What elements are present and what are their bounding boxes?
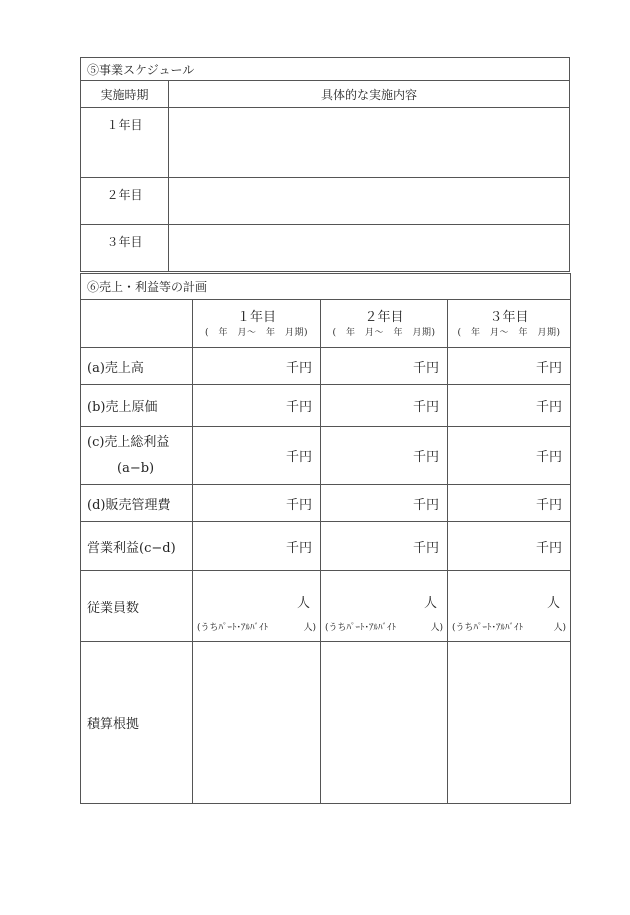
col-period-header: 実施時期 (81, 81, 169, 108)
row-label-basis: 積算根拠 (81, 642, 193, 804)
employees-y3[interactable]: 人 (448, 571, 571, 612)
basis-y2[interactable] (321, 642, 448, 804)
part-time-y2[interactable] (321, 611, 448, 642)
gross-y3[interactable]: 千円 (448, 427, 571, 485)
row-label-sales: (a)売上高 (81, 348, 193, 385)
schedule-period-2: ２年目 (81, 178, 169, 225)
plan-corner-cell (81, 300, 193, 348)
gross-y1[interactable]: 千円 (193, 427, 321, 485)
schedule-content-1[interactable] (169, 108, 570, 178)
schedule-table (80, 57, 570, 272)
sales-y3[interactable]: 千円 (448, 348, 571, 385)
sga-y3[interactable]: 千円 (448, 485, 571, 522)
cost-y1[interactable]: 千円 (193, 385, 321, 427)
gross-y2[interactable]: 千円 (321, 427, 448, 485)
plan-table (80, 273, 571, 804)
year-1-period: ( 年 月～ 年 月期) (193, 325, 321, 348)
col-content-header: 具体的な実施内容 (169, 81, 570, 108)
year-3-period: ( 年 月～ 年 月期) (448, 325, 571, 348)
part-time-prefix: (うちﾊﾟｰﾄ･ｱﾙﾊﾞｲﾄ (197, 622, 269, 633)
sales-y1[interactable]: 千円 (193, 348, 321, 385)
part-time-y1[interactable] (193, 611, 321, 642)
row-label-operating-profit: 営業利益(c−d) (81, 522, 193, 571)
part-time-y3[interactable] (448, 611, 571, 642)
plan-title: ⑥売上・利益等の計画 (81, 274, 571, 300)
basis-y1[interactable] (193, 642, 321, 804)
employees-y2[interactable]: 人 (321, 571, 448, 612)
part-time-suffix: 人) (553, 622, 567, 633)
part-time-prefix: (うちﾊﾟｰﾄ･ｱﾙﾊﾞｲﾄ (325, 622, 397, 633)
row-label-gross-profit (81, 427, 193, 485)
gross-profit-label: (c)売上総利益 (87, 434, 170, 450)
employees-y1[interactable]: 人 (193, 571, 321, 612)
part-time-suffix: 人) (430, 622, 443, 633)
sales-y2[interactable]: 千円 (321, 348, 448, 385)
op-y1[interactable]: 千円 (193, 522, 321, 571)
year-2-header: ２年目 (321, 300, 448, 326)
cost-y2[interactable]: 千円 (321, 385, 448, 427)
basis-y3[interactable] (448, 642, 571, 804)
schedule-title: ⑤事業スケジュール (81, 58, 570, 81)
part-time-prefix: (うちﾊﾟｰﾄ･ｱﾙﾊﾞｲﾄ (452, 622, 524, 633)
part-time-suffix: 人) (303, 622, 316, 633)
op-y3[interactable]: 千円 (448, 522, 571, 571)
cost-y3[interactable]: 千円 (448, 385, 571, 427)
schedule-content-3[interactable] (169, 225, 570, 272)
sga-y2[interactable]: 千円 (321, 485, 448, 522)
row-label-employees: 従業員数 (81, 571, 193, 642)
schedule-period-1: １年目 (81, 108, 169, 178)
row-label-cost: (b)売上原価 (81, 385, 193, 427)
schedule-content-2[interactable] (169, 178, 570, 225)
sga-y1[interactable]: 千円 (193, 485, 321, 522)
gross-profit-formula: (a−b) (117, 460, 155, 476)
schedule-period-3: ３年目 (81, 225, 169, 272)
year-2-period: ( 年 月～ 年 月期) (321, 325, 448, 348)
year-1-header: １年目 (193, 300, 321, 326)
row-label-sga: (d)販売管理費 (81, 485, 193, 522)
op-y2[interactable]: 千円 (321, 522, 448, 571)
year-3-header: ３年目 (448, 300, 571, 326)
